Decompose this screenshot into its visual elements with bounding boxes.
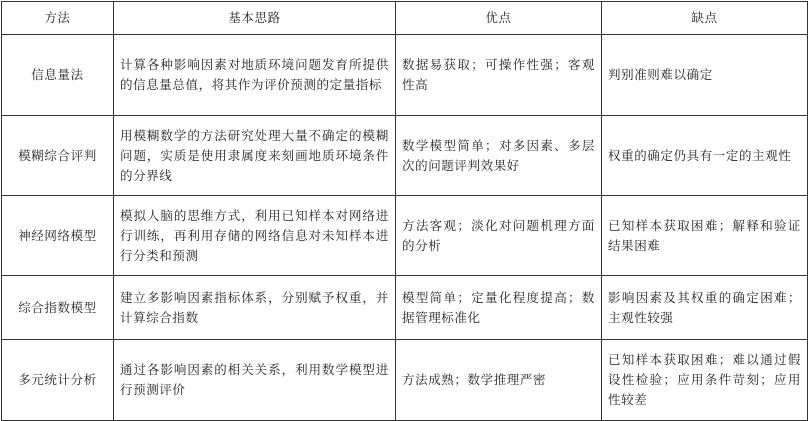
table-row xyxy=(2,196,808,276)
method-cell: 模糊综合评判 xyxy=(2,116,114,196)
idea-cell: 计算各种影响因素对地质环境问题发育所提供的信息量总值，将其作为评价预测的定量指标 xyxy=(114,35,396,116)
table-row xyxy=(2,35,808,116)
idea-cell: 建立多影响因素指标体系，分别赋予权重，并计算综合指数 xyxy=(114,276,396,340)
method-cell: 综合指数模型 xyxy=(2,276,114,340)
table-row xyxy=(2,276,808,340)
table-row xyxy=(2,340,808,421)
idea-cell: 通过各影响因素的相关关系，利用数学模型进行预测评价 xyxy=(114,340,396,421)
header-row xyxy=(2,2,808,35)
cons-cell: 已知样本获取困难；解释和验证结果困难 xyxy=(602,196,808,276)
header-method: 方法 xyxy=(2,2,114,35)
pros-cell: 数据易获取；可操作性强；客观性高 xyxy=(396,35,602,116)
idea-cell: 模拟人脑的思维方式，利用已知样本对网络进行训练，再利用存储的网络信息对未知样本进行分类和预测 xyxy=(114,196,396,276)
cons-cell: 影响因素及其权重的确定困难；主观性较强 xyxy=(602,276,808,340)
method-cell: 多元统计分析 xyxy=(2,340,114,421)
header-cons: 缺点 xyxy=(602,2,808,35)
pros-cell: 数学模型简单；对多因素、多层次的问题评判效果好 xyxy=(396,116,602,196)
cons-cell: 已知样本获取困难；难以通过假设性检验；应用条件苛刻；应用性较差 xyxy=(602,340,808,421)
idea-cell: 用模糊数学的方法研究处理大量不确定的模糊问题，实质是使用隶属度来刻画地质环境条件的分界线 xyxy=(114,116,396,196)
table-row xyxy=(2,116,808,196)
comparison-table xyxy=(1,1,808,421)
pros-cell: 方法成熟；数学推理严密 xyxy=(396,340,602,421)
method-cell: 神经网络模型 xyxy=(2,196,114,276)
cons-cell: 权重的确定仍具有一定的主观性 xyxy=(602,116,808,196)
header-pros: 优点 xyxy=(396,2,602,35)
pros-cell: 模型简单；定量化程度提高；数据管理标准化 xyxy=(396,276,602,340)
header-idea: 基本思路 xyxy=(114,2,396,35)
cons-cell: 判别准则难以确定 xyxy=(602,35,808,116)
method-cell: 信息量法 xyxy=(2,35,114,116)
pros-cell: 方法客观；淡化对问题机理方面的分析 xyxy=(396,196,602,276)
